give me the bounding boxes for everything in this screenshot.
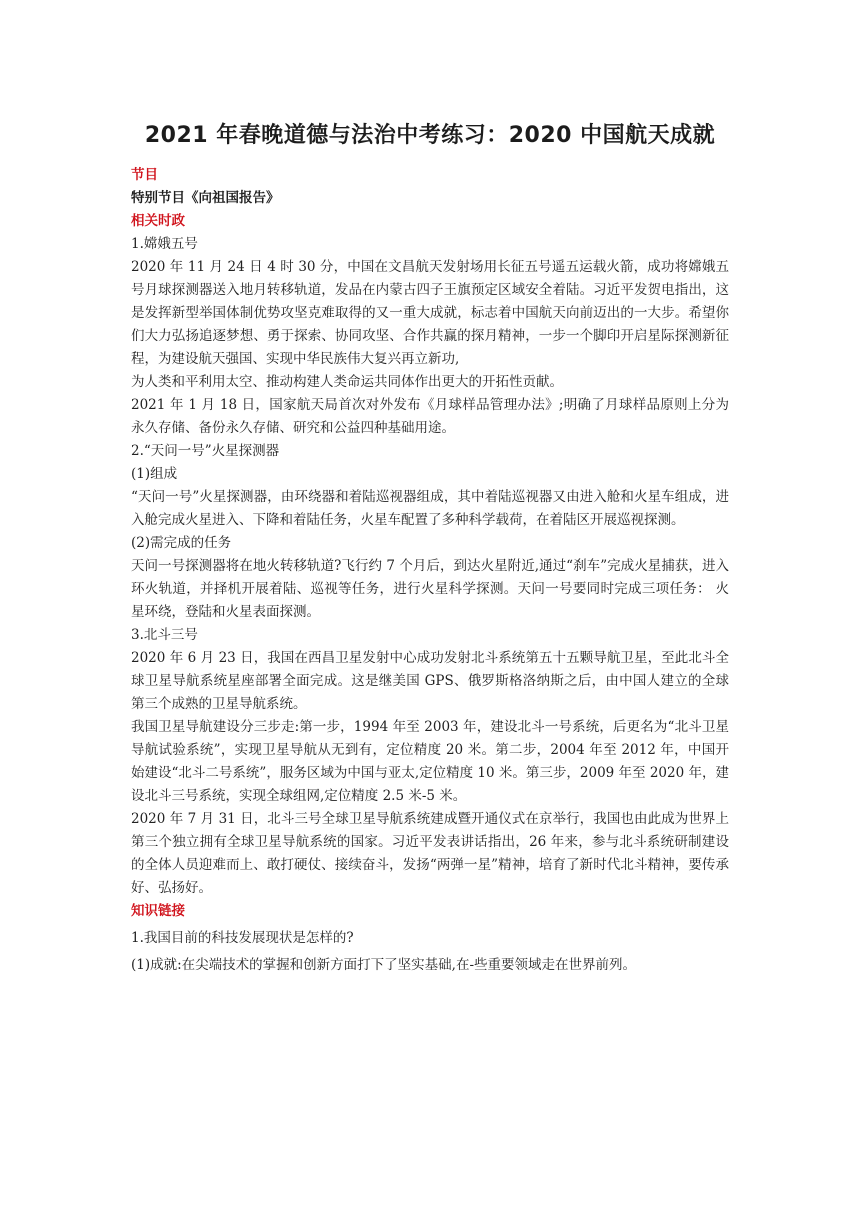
section-heading-knowledge: 知识链接 xyxy=(131,903,185,919)
section-heading-news: 相关时政 xyxy=(131,213,185,229)
page-title: 2021 年春晚道德与法治中考练习：2020 中国航天成就 xyxy=(144,123,716,148)
question-1: 1.我国目前的科技发展现状是怎样的? xyxy=(131,930,354,946)
paragraph-beidou-2: 我国卫星导航建设分三步走:第一步，1994 年至 2003 年，建设北斗一号系统，后更名为“北斗卫星导航试验系统”，实现卫星导航从无到有，定位精度 20 米。第二步，2004 年至 2012 年，中国开始建设“北斗二号系统”，服务区域为中国与亚太,定位精度 10 米。第三步，2009 年至 2020 年，建设北斗三号系统，实现全球组网,定位精度 2.5 米-5 米。 xyxy=(131,719,729,804)
paragraph-tianwen-composition: “天问一号”火星探测器，由环绕器和着陆巡视器组成，其中着陆巡视器又由进入舱和火星车组成，进入舱完成火星进入、下降和着陆任务，火星车配置了多种科学载荷，在着陆区开展巡视探测。 xyxy=(131,489,729,528)
subheading-change5: 1.嫦娥五号 xyxy=(131,236,198,252)
paragraph-beidou-3: 2020 年 7 月 31 日，北斗三号全球卫星导航系统建成暨开通仪式在京举行，我国也由此成为世界上第三个独立拥有全球卫星导航系统的国家。习近平发表讲话指出，26 年来，参与北斗系统研制建设的全体人员迎难而上、敢打硬仗、接续奋斗，发扬“两弹一星”精神，培育了新时代北斗精神，要传承好、弘扬好。 xyxy=(131,811,729,896)
document-body xyxy=(131,164,729,977)
paragraph-beidou-1: 2020 年 6 月 23 日，我国在西昌卫星发射中心成功发射北斗系统第五十五颗导航卫星，至此北斗全球卫星导航系统星座部署全面完成。这是继美国 GPS、俄罗斯格洛纳斯之后，由中国人建立的全球第三个成熟的卫星导航系统。 xyxy=(131,650,729,712)
answer-1: (1)成就:在尖端技术的掌握和创新方面打下了坚实基础,在-些重要领域走在世界前列。 xyxy=(131,957,637,973)
subheading-tianwen-composition: (1)组成 xyxy=(131,466,178,482)
paragraph-change5-2: 为人类和平利用太空、推动构建人类命运共同体作出更大的开拓性贡献。 xyxy=(131,374,563,390)
paragraph-tianwen-tasks: 天问一号探测器将在地火转移轨道?飞行约 7 个月后，到达火星附近,通过“刹车”完成火星捕获，进入环火轨道，并择机开展着陆、巡视等任务，进行火星科学探测。天问一号要同时完成三项任务： 火星环绕，登陆和火星表面探测。 xyxy=(131,558,729,620)
subheading-beidou: 3.北斗三号 xyxy=(131,627,198,643)
paragraph-change5-3: 2021 年 1 月 18 日，国家航天局首次对外发布《月球样品管理办法》;明确了月球样品原则上分为永久存储、备份永久存储、研究和公益四种基础用途。 xyxy=(131,397,729,436)
section-heading-program: 节目 xyxy=(131,167,158,183)
paragraph-change5-1: 2020 年 11 月 24 日 4 时 30 分，中国在文昌航天发射场用长征五号遥五运载火箭，成功将嫦娥五号月球探测器送入地月转移轨道，发品在内蒙古四子王旗预定区域安全着陆。习近平发贺电指出，这是发挥新型举国体制优势攻坚克难取得的又一重大成就，标志着中国航天向前迈出的一大步。希望你们大力弘扬追逐梦想、勇于探索、协同攻坚、合作共赢的探月精神，一步一个脚印开启星际探测新征程，为建设航天强国、实现中华民族伟大复兴再立新功, xyxy=(131,259,729,367)
subheading-tianwen-tasks: (2)需完成的任务 xyxy=(131,535,232,551)
program-name: 特别节目《向祖国报告》 xyxy=(131,190,280,206)
subheading-tianwen: 2.“天问一号”火星探测器 xyxy=(131,443,280,459)
